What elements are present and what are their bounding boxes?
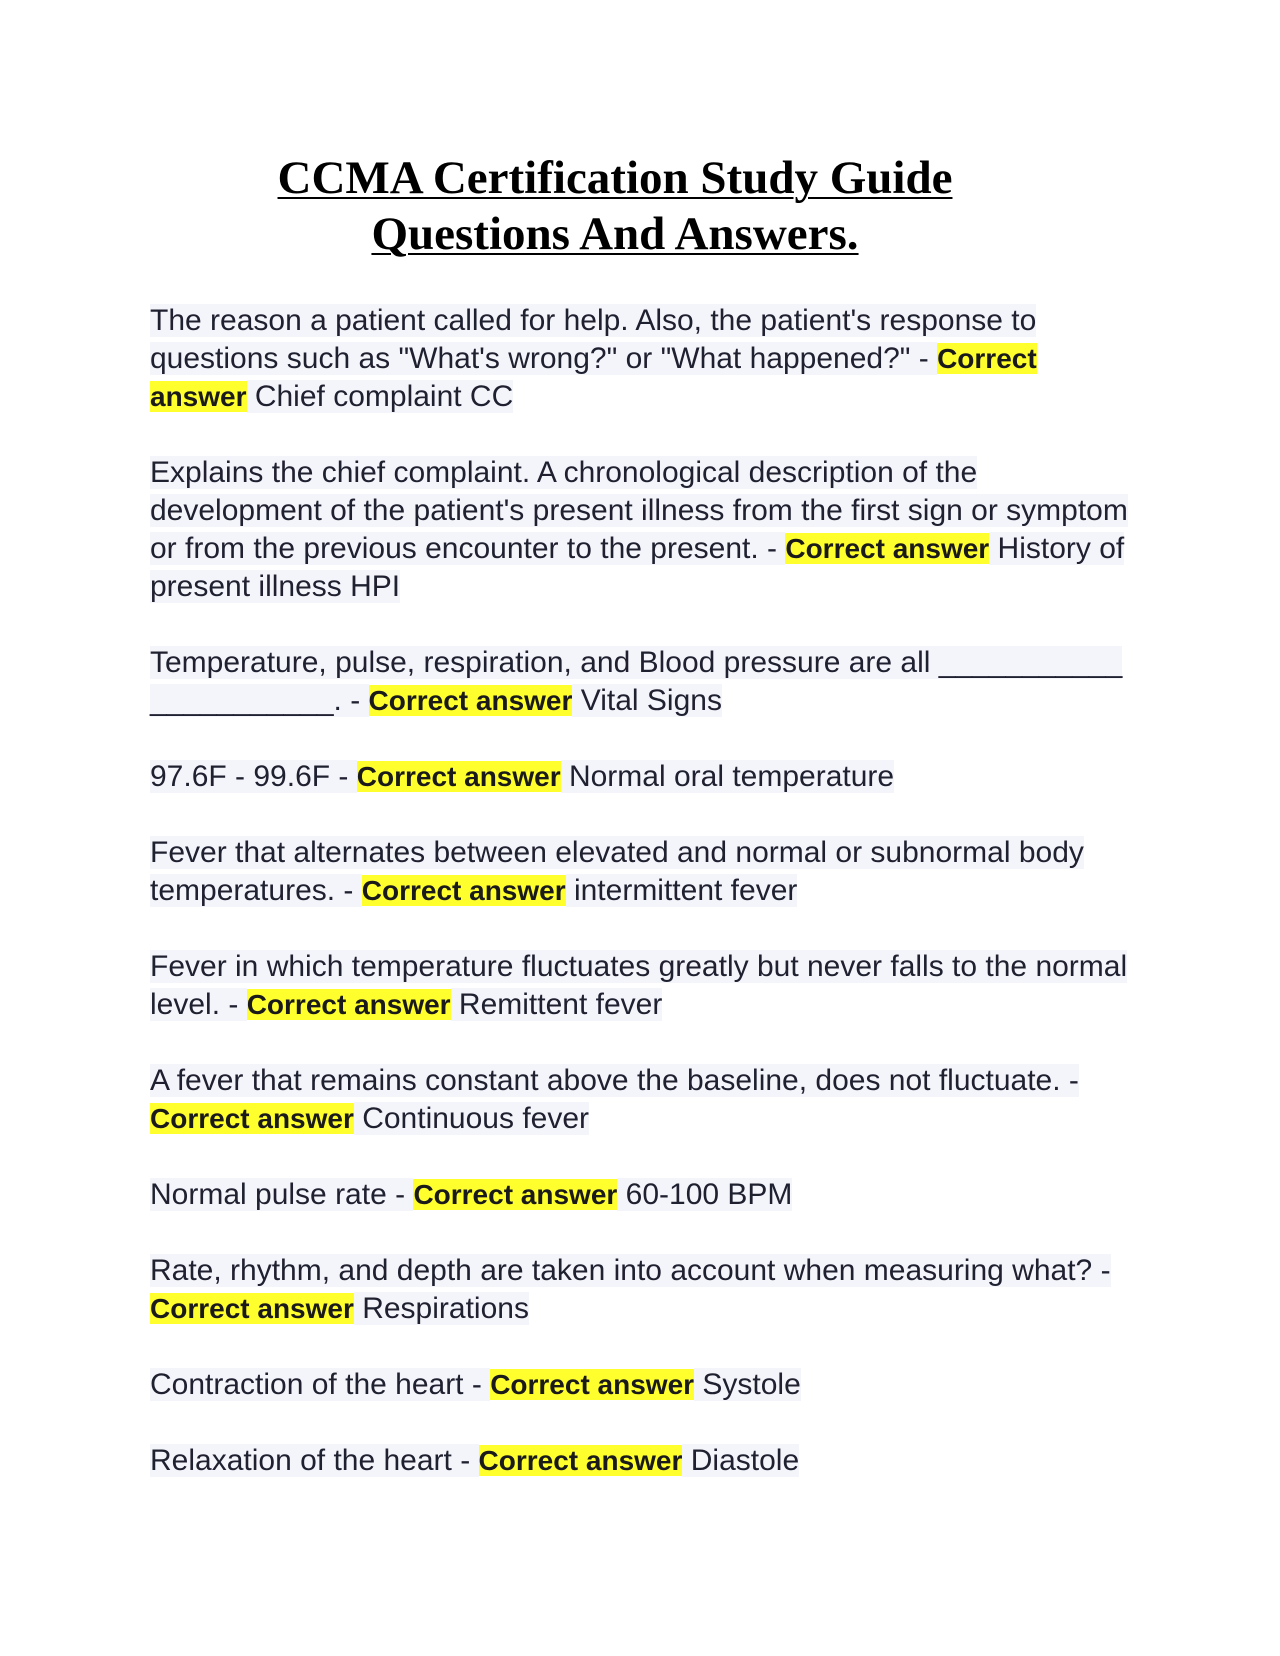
title-line-2: Questions And Answers.: [371, 208, 859, 260]
answer-text: Normal oral temperature: [560, 760, 895, 793]
qa-item: [150, 1366, 1135, 1404]
answer-text: History of present illness HPI: [150, 532, 1125, 603]
page-title: [150, 150, 1080, 262]
qa-item: [150, 644, 1135, 720]
qa-list: [150, 302, 1135, 1518]
qa-item: [150, 758, 1135, 796]
question-text: Temperature, pulse, respiration, and Blood pressure are all ___________ ___________. -: [150, 646, 1123, 717]
qa-item: [150, 1062, 1135, 1138]
correct-answer-label: Correct answer: [785, 533, 990, 564]
answer-text: 60-100 BPM: [617, 1178, 793, 1211]
answer-text: intermittent fever: [565, 874, 798, 907]
correct-answer-label: Correct answer: [356, 761, 561, 792]
answer-text: Vital Signs: [572, 684, 722, 717]
correct-answer-label: Correct answer: [150, 1293, 354, 1324]
qa-item: [150, 302, 1135, 416]
question-text: Contraction of the heart -: [150, 1368, 491, 1401]
correct-answer-label: Correct answer: [478, 1445, 683, 1476]
question-text: A fever that remains constant above the baseline, does not fluctuate. -: [150, 1064, 1079, 1097]
answer-text: Respirations: [353, 1292, 529, 1325]
answer-text: Chief complaint CC: [246, 380, 514, 413]
correct-answer-label: Correct answer: [361, 875, 566, 906]
answer-text: Remittent fever: [450, 988, 663, 1021]
question-text: Fever in which temperature fluctuates greatly but never falls to the normal level. -: [150, 950, 1128, 1021]
question-text: 97.6F - 99.6F -: [150, 760, 357, 793]
correct-answer-label: Correct answer: [413, 1179, 618, 1210]
question-text: Normal pulse rate -: [150, 1178, 414, 1211]
qa-item: [150, 834, 1135, 910]
correct-answer-label: Correct answer: [368, 685, 573, 716]
correct-answer-label: Correct answer: [150, 1103, 354, 1134]
question-text: Rate, rhythm, and depth are taken into account when measuring what? -: [150, 1254, 1111, 1287]
question-text: The reason a patient called for help. Also, the patient's response to questions such as "What's wrong?" or "What happened?" -: [150, 304, 1037, 375]
answer-text: Continuous fever: [353, 1102, 590, 1135]
correct-answer-label: Correct answer: [490, 1369, 695, 1400]
qa-item: [150, 1252, 1135, 1328]
question-text: Fever that alternates between elevated and normal or subnormal body temperatures. -: [150, 836, 1084, 907]
qa-item: [150, 1176, 1135, 1214]
answer-text: Diastole: [682, 1444, 800, 1477]
title-line-1: CCMA Certification Study Guide: [277, 152, 953, 204]
qa-item: [150, 454, 1135, 606]
question-text: Relaxation of the heart -: [150, 1444, 479, 1477]
correct-answer-label: Correct answer: [246, 989, 451, 1020]
qa-item: [150, 1442, 1135, 1480]
qa-item: [150, 948, 1135, 1024]
question-text: Explains the chief complaint. A chronological description of the development of the patient's present illness from the first sign or symptom or from the previous encounter to the present. -: [150, 456, 1128, 565]
answer-text: Systole: [694, 1368, 801, 1401]
correct-answer-label: Correct answer: [150, 343, 1037, 412]
